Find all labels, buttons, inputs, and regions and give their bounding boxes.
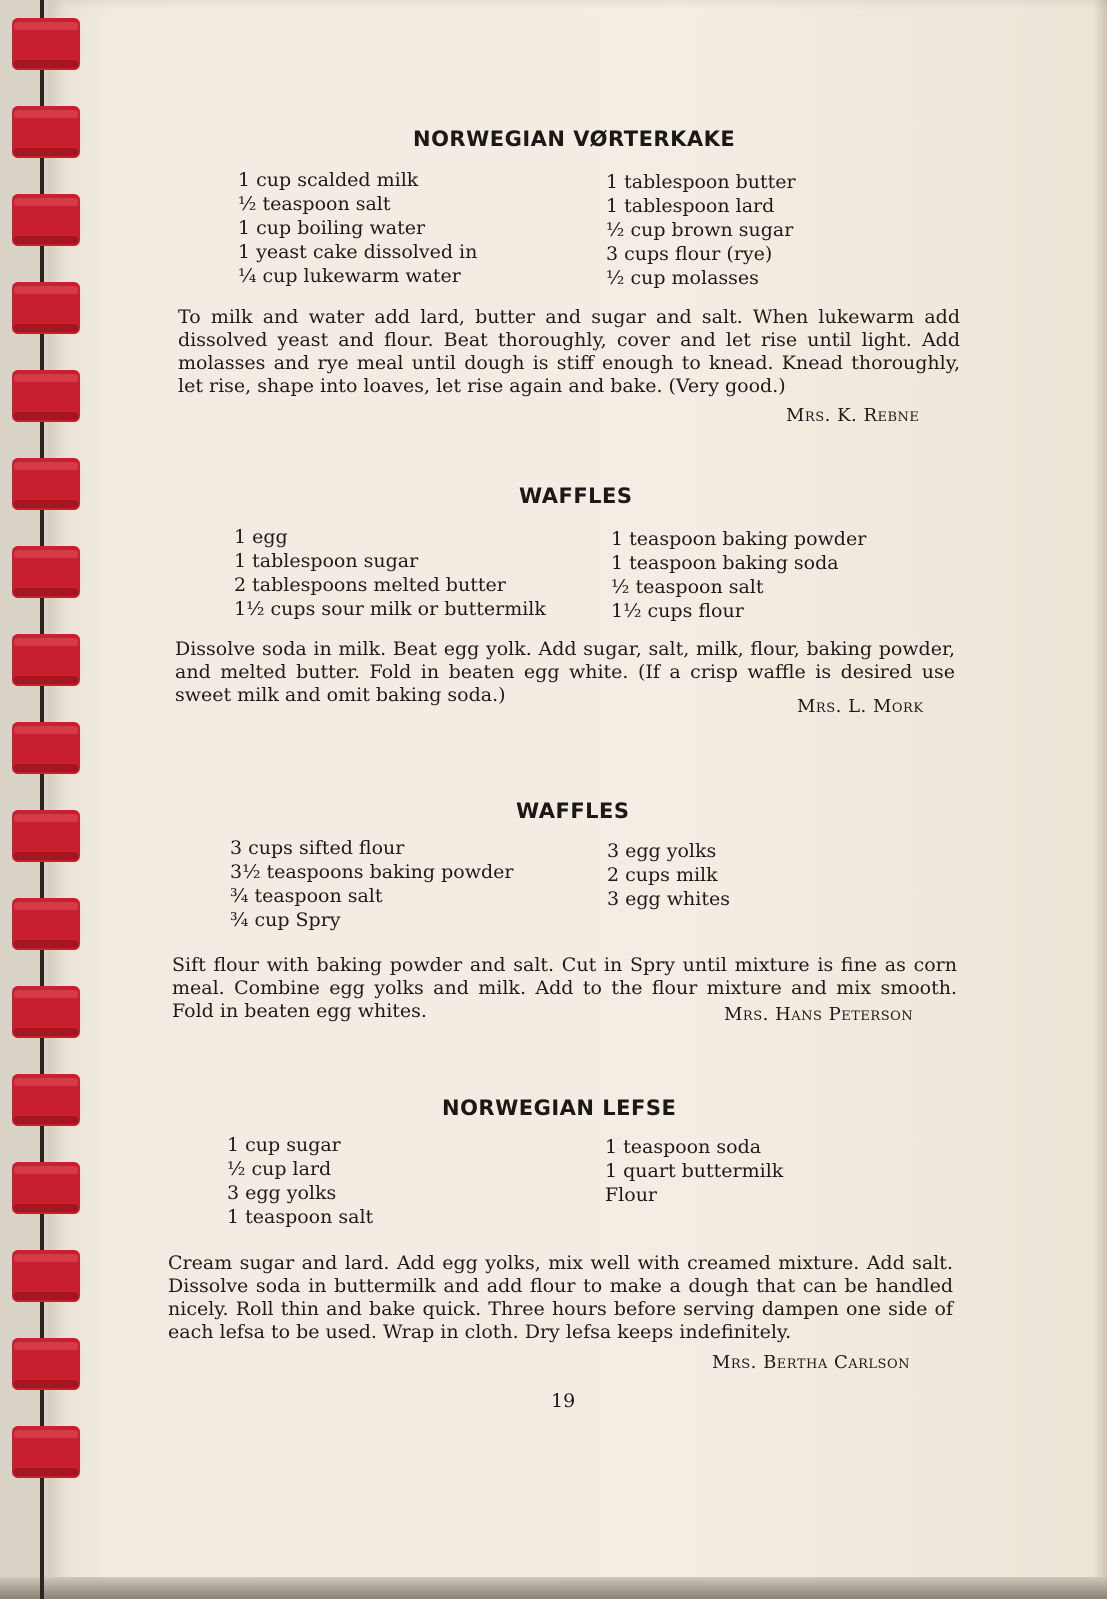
ingredient-item: 3 egg whites xyxy=(607,888,730,910)
ingredient-item: 3 cups sifted flour xyxy=(230,837,405,859)
recipe-method: To milk and water add lard, butter and sugar and salt. When lukewarm add dissolved yeast and flour. Beat thoroughly, cover and let rise until light. Add molasses and rye meal until dough is stiff enough to knead. Knead thoroughly, let rise, shape into loaves, let rise again and bake. (Very good.) xyxy=(178,306,960,397)
ingredient-item: ½ cup lard xyxy=(227,1158,332,1180)
ingredient-item: 1 tablespoon lard xyxy=(606,195,775,217)
ingredient-item: ½ teaspoon salt xyxy=(611,576,764,598)
recipe-title: WAFFLES xyxy=(516,799,630,823)
ingredient-item: 1½ cups flour xyxy=(611,600,744,622)
ingredient-item: 1 tablespoon butter xyxy=(606,171,796,193)
ingredient-list-right xyxy=(605,1135,783,1207)
ingredient-item: 1 quart buttermilk xyxy=(605,1160,784,1182)
ingredient-item: 1 teaspoon soda xyxy=(605,1136,762,1158)
ingredient-item: 1 yeast cake dissolved in xyxy=(238,241,478,263)
ingredient-item: 1 teaspoon baking soda xyxy=(611,552,839,574)
recipe-title: NORWEGIAN VØRTERKAKE xyxy=(413,127,736,151)
ingredient-item: 3 cups flour (rye) xyxy=(606,243,773,265)
page-number: 19 xyxy=(551,1390,576,1412)
recipe-method: Cream sugar and lard. Add egg yolks, mix well with creamed mixture. Add salt. Dissolve soda in buttermilk and add flour to make a dough that can be handled nicely. Roll thin and bake quick. Three hours before serving dampen one side of each lefsa to be used. Wrap in cloth. Dry lefsa keeps indefinitely. xyxy=(168,1252,953,1343)
ingredient-item: 1 teaspoon baking powder xyxy=(611,528,867,550)
ingredient-item: Flour xyxy=(605,1184,658,1206)
ingredient-item: 1 cup boiling water xyxy=(238,217,426,239)
ingredient-item: ½ teaspoon salt xyxy=(238,193,391,215)
ingredient-item: ¾ cup Spry xyxy=(230,909,341,931)
ingredient-item: ¼ cup lukewarm water xyxy=(238,265,461,287)
ingredient-item: 1 egg xyxy=(234,526,288,548)
ingredient-item: 3 egg yolks xyxy=(607,840,717,862)
ingredient-item: ½ cup brown sugar xyxy=(606,219,794,241)
ingredient-item: 1 cup sugar xyxy=(227,1134,341,1156)
ingredient-item: 3½ teaspoons baking powder xyxy=(230,861,514,883)
ingredient-item: 2 cups milk xyxy=(607,864,718,886)
ingredient-item: 2 tablespoons melted butter xyxy=(234,574,506,596)
ingredient-item: ½ cup molasses xyxy=(606,267,759,289)
ingredient-item: 1 tablespoon sugar xyxy=(234,550,419,572)
recipe-title: WAFFLES xyxy=(519,484,633,508)
recipe-title: NORWEGIAN LEFSE xyxy=(442,1096,677,1120)
page-bottom-edge xyxy=(0,1577,1107,1599)
recipe-author: Mrs. K. Rebne xyxy=(786,405,920,426)
ingredient-item: 1 cup scalded milk xyxy=(238,169,419,191)
recipe-author: Mrs. Hans Peterson xyxy=(724,1004,914,1025)
ingredient-list-left xyxy=(227,1133,373,1229)
ingredient-item: 1 teaspoon salt xyxy=(227,1206,374,1228)
ingredient-item: 3 egg yolks xyxy=(227,1182,337,1204)
recipe-method: Sift flour with baking powder and salt. Cut in Spry until mixture is fine as corn meal. Combine egg yolks and milk. Add to the flour mixture and mix smooth. Fold in beaten egg whites. xyxy=(172,954,957,1022)
recipe-author: Mrs. Bertha Carlson xyxy=(712,1352,910,1373)
ingredient-item: 1½ cups sour milk or buttermilk xyxy=(234,598,546,620)
ingredient-item: ¾ teaspoon salt xyxy=(230,885,383,907)
recipe-method: Dissolve soda in milk. Beat egg yolk. Add sugar, salt, milk, flour, baking powder, and melted butter. Fold in beaten egg white. (If a crisp waffle is desired use sweet milk and omit baking soda.) xyxy=(175,638,955,706)
recipe-author: Mrs. L. Mork xyxy=(797,696,924,717)
binding-ring xyxy=(12,1426,80,1478)
